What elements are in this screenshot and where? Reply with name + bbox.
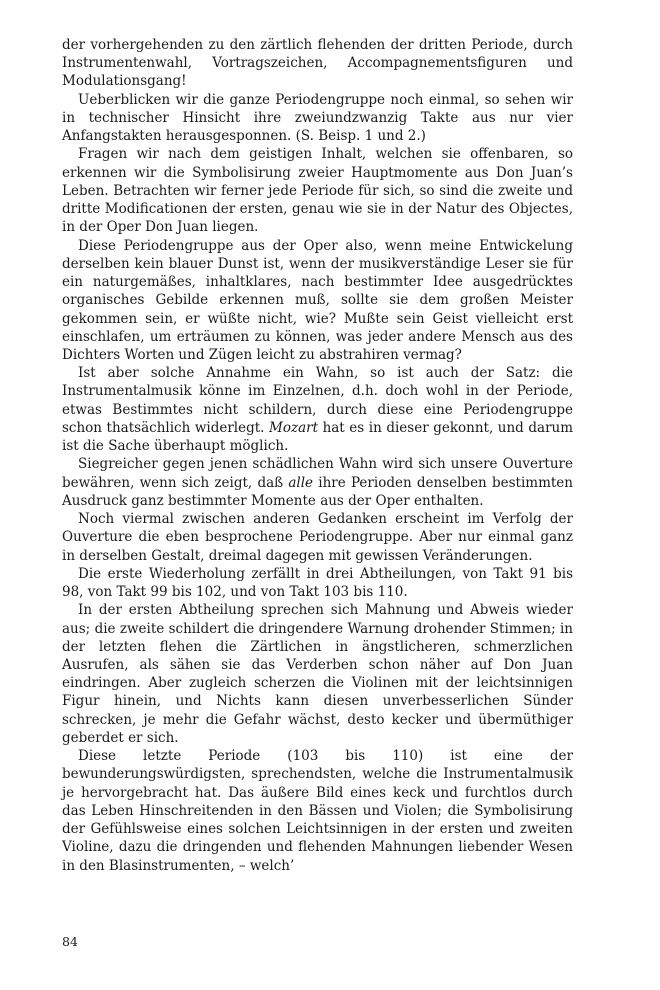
text-run: In der ersten Abtheilung sprechen sich Mahnung und Abweis wieder aus; die zweite schildert die dringendere Warnung drohender Stimmen; in der letzten flehen die Zärtlichen in ängstlicheren, schmerzlichen Ausrufen, als sähen sie das Verderben schon näher auf Don Juan eindringen. Aber zugleich scherzen die Violinen mit der leichtsinnigen Figur hinein, und Nichts kann diesen unverbesserlichen Sünder schrecken, je mehr die Gefahr wächst, desto kecker und übermüthiger geberdet er sich. [62, 602, 573, 746]
emphasis-alle: alle [288, 474, 314, 491]
text-run: Fragen wir nach dem geistigen Inhalt, welchen sie offenbaren, so erkennen wir die Symbolisirung zweier Hauptmomente aus Don Juan’s Leben. Betrachten wir ferner jede Periode für sich, so sind die zweite und dritte Modificationen der ersten, genau wie sie in der Natur des Objectes, in der Oper Don Juan liegen. [62, 146, 573, 236]
body-text [62, 36, 573, 875]
text-run: Siegreicher gegen jenen schädlichen Wahn wird sich unsere Ouverture bewähren, wenn sich zeigt, daß [62, 456, 573, 491]
paragraph-8 [62, 565, 573, 601]
paragraph-2 [62, 91, 573, 146]
page-number: 84 [62, 934, 78, 949]
text-run: Ist aber solche Annahme ein Wahn, so ist auch der Satz: die Instrumentalmusik könne im Einzelnen, d.h. doch wohl in der Periode, etwas Bestimmtes nicht schildern, durch diese eine Periodengruppe schon thatsächlich widerlegt. [62, 365, 573, 436]
text-run: Ueberblicken wir die ganze Periodengruppe noch einmal, so sehen wir in technischer Hinsicht ihre zweiundzwanzig Takte aus nur vier Anfangstakten herausgesponnen. (S. Beisp. 1 und 2.) [62, 91, 573, 145]
text-run: hat es in dieser gekonnt, und darum ist die Sache überhaupt möglich. [62, 419, 574, 455]
text-run: der vorhergehenden zu den zärtlich flehenden der dritten Periode, durch Instrumentenwahl, Vortragszeichen, Accompagnementsfiguren und Modulationsgang! [62, 37, 573, 90]
text-run: ihre Perioden denselben bestimmten Ausdruck ganz bestimmter Momente aus der Oper enthalten. [62, 474, 573, 509]
paragraph-7 [62, 510, 573, 565]
text-run: Die erste Wiederholung zerfällt in drei Abtheilungen, von Takt 91 bis 98, von Takt 99 bis 102, und von Takt 103 bis 110. [62, 565, 573, 601]
paragraph-4 [62, 237, 573, 365]
text-run: Diese letzte Periode (103 bis 110) ist eine der bewunderungswürdigsten, sprechendsten, welche die Instrumentalmusik je hervorgebracht hat. Das äußere Bild eines keck und furchtlos durch das Leben Hinschreitenden in den Bässen und Violen; die Symbolisirung der Gefühlsweise eines solchen Leichtsinnigen in der ersten und zweiten Violine, dazu die dringenden und flehenden Mahnungen liebender Wesen in den Blasinstrumenten, – welch’ [62, 748, 573, 874]
text-run: Noch viermal zwischen anderen Gedanken erscheint im Verfolg der Ouverture die eben besprochene Periodengruppe. Aber nur einmal ganz in derselben Gestalt, dreimal dagegen mit gewissen Veränderungen. [62, 511, 573, 564]
paragraph-10 [62, 747, 573, 875]
paragraph-6 [62, 455, 573, 510]
paragraph-1 [62, 36, 573, 91]
paragraph-3 [62, 145, 573, 236]
paragraph-9 [62, 601, 573, 747]
emphasis-mozart: Mozart [269, 419, 319, 436]
text-run: Diese Periodengruppe aus der Oper also, wenn meine Entwickelung derselben kein blauer Dunst ist, wenn der musikverständige Leser sie für ein naturgemäßes, inhaltklares, nach bestimmter Idee ausgedrücktes organisches Gebilde erkennen muß, sollte sie dem großen Meister gekommen sein, er wüßte nicht, wie? Mußte sein Geist vielleicht erst einschlafen, um erträumen zu können, was jeder andere Mensch aus des Dichters Worten und Zügen leicht zu abstrahiren vermag? [62, 237, 573, 363]
paragraph-5 [62, 364, 573, 455]
